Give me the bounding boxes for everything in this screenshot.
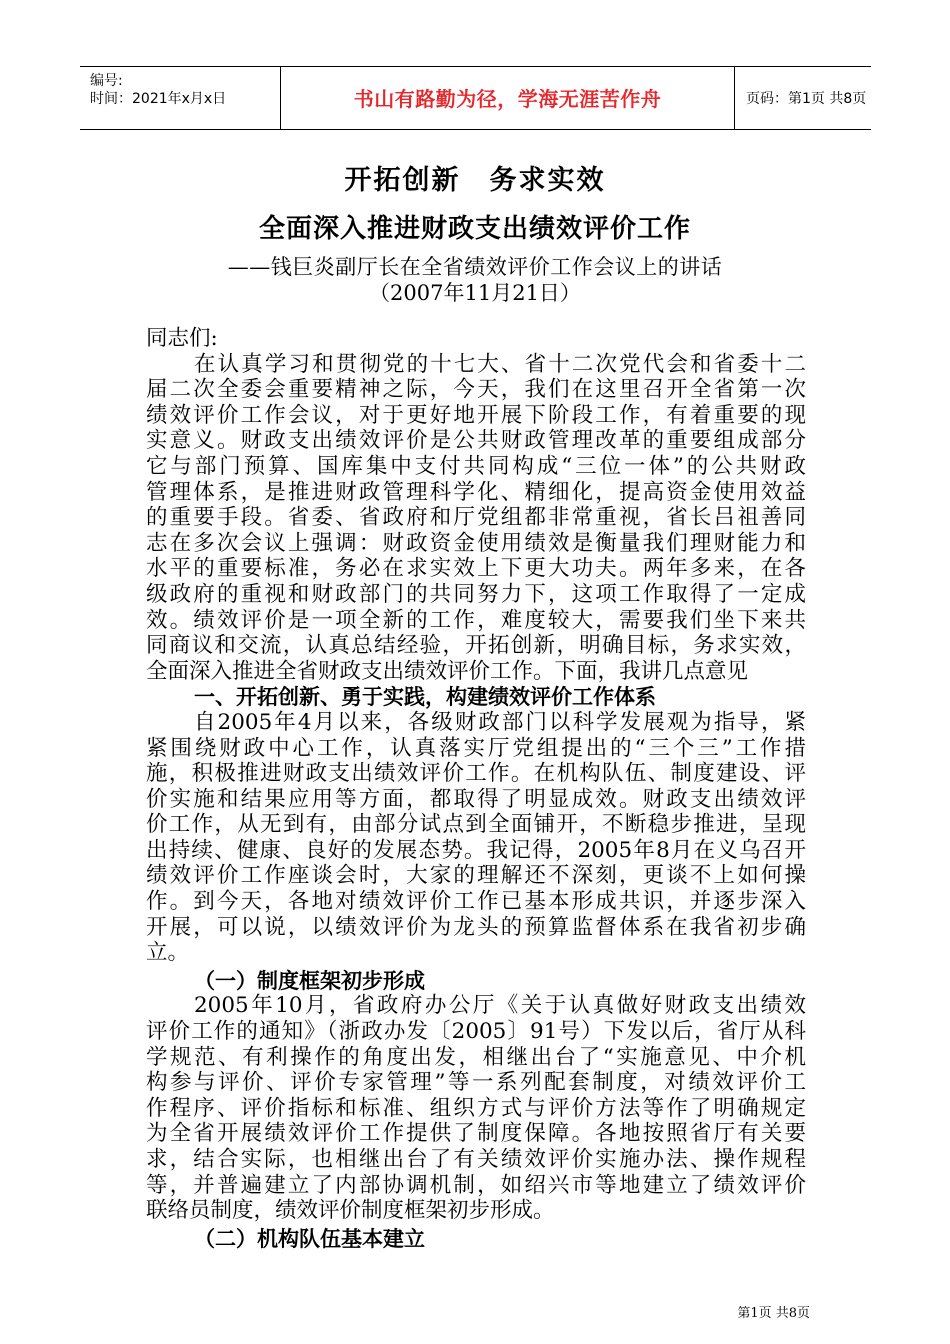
body-line: 紧围绕财政中心工作，认真落实厅党组提出的“三个三”工作措 bbox=[146, 735, 806, 761]
body-line: 为全省开展绩效评价工作提供了制度保障。各地按照省厅有关要 bbox=[146, 1121, 806, 1147]
body-line: 构参与评价、评价专家管理”等一系列配套制度，对绩效评价工 bbox=[146, 1070, 806, 1096]
body-line: 出持续、健康、良好的发展态势。我记得，2005年8月在义乌召开 bbox=[146, 837, 806, 863]
main-title: 开拓创新 务求实效 bbox=[344, 165, 606, 196]
body-line: 它与部门预算、国库集中支付共同构成“三位一体”的公共财政 bbox=[146, 453, 806, 479]
body-line: 学规范、有利操作的角度出发，相继出台了“实施意见、中介机 bbox=[146, 1044, 806, 1070]
body-line: 的重要手段。省委、省政府和厅党组都非常重视，省长吕祖善同 bbox=[146, 505, 806, 531]
body-line: 求，结合实际，也相继出台了有关绩效评价实施办法、操作规程 bbox=[146, 1147, 806, 1172]
body-line: 效。绩效评价是一项全新的工作，难度较大，需要我们坐下来共 bbox=[146, 607, 806, 633]
subsection-heading-2: （二）机构队伍基本建立 bbox=[194, 1225, 425, 1251]
body-line: 级政府的重视和财政部门的共同努力下，这项工作取得了一定成 bbox=[146, 581, 806, 607]
speech-date: （2007年11月21日） bbox=[369, 281, 581, 305]
section-heading-1: 一、开拓创新、勇于实践，构建绩效评价工作体系 bbox=[194, 684, 656, 710]
body-line: 实意义。财政支出绩效评价是公共财政管理改革的重要组成部分 bbox=[146, 428, 806, 454]
header-meta-cell bbox=[80, 67, 280, 129]
subtitle: ——钱巨炎副厅长在全省绩效评价工作会议上的讲话 bbox=[227, 255, 723, 279]
body-line: 同商议和交流，认真总结经验，开拓创新，明确目标，务求实效， bbox=[146, 633, 806, 659]
body-line: 开展，可以说，以绩效评价为龙头的预算监督体系在我省初步确 bbox=[146, 914, 806, 940]
body-line: 自2005年4月以来，各级财政部门以科学发展观为指导，紧 bbox=[194, 709, 806, 735]
speech-body bbox=[146, 326, 806, 1251]
page-footer: 第1页 共8页 bbox=[737, 1306, 810, 1321]
body-line: 绩效评价工作会议，对于更好地开展下阶段工作，有着重要的现 bbox=[146, 402, 806, 428]
body-line: 联络员制度，绩效评价制度框架初步形成。 bbox=[146, 1198, 555, 1224]
body-line: 届二次全委会重要精神之际，今天，我们在这里召开全省第一次 bbox=[146, 377, 806, 403]
body-line: 志在多次会议上强调：财政资金使用绩效是衡量我们理财能力和 bbox=[146, 530, 806, 556]
time-label: 时间：2021年x月x日 bbox=[90, 91, 227, 107]
body-line: 评价工作的通知》（浙政办发〔2005〕91号）下发以后，省厅从科 bbox=[146, 1019, 806, 1045]
body-line: 全面深入推进全省财政支出绩效评价工作。下面，我讲几点意见 bbox=[146, 658, 749, 684]
body-line: 价实施和结果应用等方面，都取得了明显成效。财政支出绩效评 bbox=[146, 786, 806, 812]
number-label: 编号: bbox=[90, 73, 123, 89]
document-header bbox=[80, 66, 871, 130]
body-line: 施，积极推进财政支出绩效评价工作。在机构队伍、制度建设、评 bbox=[146, 761, 806, 787]
body-line: 管理体系，是推进财政管理科学化、精细化，提高资金使用效益 bbox=[146, 479, 806, 505]
body-line: 价工作，从无到有，由部分试点到全面铺开，不断稳步推进，呈现 bbox=[146, 812, 806, 838]
body-line: 作程序、评价指标和标准、组织方式与评价方法等作了明确规定 bbox=[146, 1095, 806, 1121]
main-title-line2: 全面深入推进财政支出绩效评价工作 bbox=[258, 214, 691, 244]
header-page-cell bbox=[734, 67, 871, 129]
motto-text: 书山有路勤为径，学海无涯苦作舟 bbox=[353, 87, 662, 111]
body-line: 绩效评价工作座谈会时，大家的理解还不深刻，更谈不上如何操 bbox=[146, 863, 806, 889]
body-line: 在认真学习和贯彻党的十七大、省十二次党代会和省委十二 bbox=[194, 351, 806, 377]
body-line: 2005年10月，省政府办公厅《关于认真做好财政支出绩效 bbox=[194, 993, 806, 1019]
body-line: 等，并普遍建立了内部协调机制，如绍兴市等地建立了绩效评价 bbox=[146, 1172, 806, 1198]
subsection-heading-1: （一）制度框架初步形成 bbox=[194, 967, 425, 993]
header-motto-cell bbox=[280, 67, 735, 129]
body-line: 水平的重要标准，务必在求实效上下更大功夫。两年多来，在各 bbox=[146, 556, 806, 582]
body-line: 立。 bbox=[146, 940, 190, 966]
salutation: 同志们: bbox=[146, 326, 218, 351]
page-number-label: 页码：第1页 共8页 bbox=[746, 91, 867, 107]
body-line: 作。到今天，各地对绩效评价工作已基本形成共识，并逐步深入 bbox=[146, 889, 806, 915]
